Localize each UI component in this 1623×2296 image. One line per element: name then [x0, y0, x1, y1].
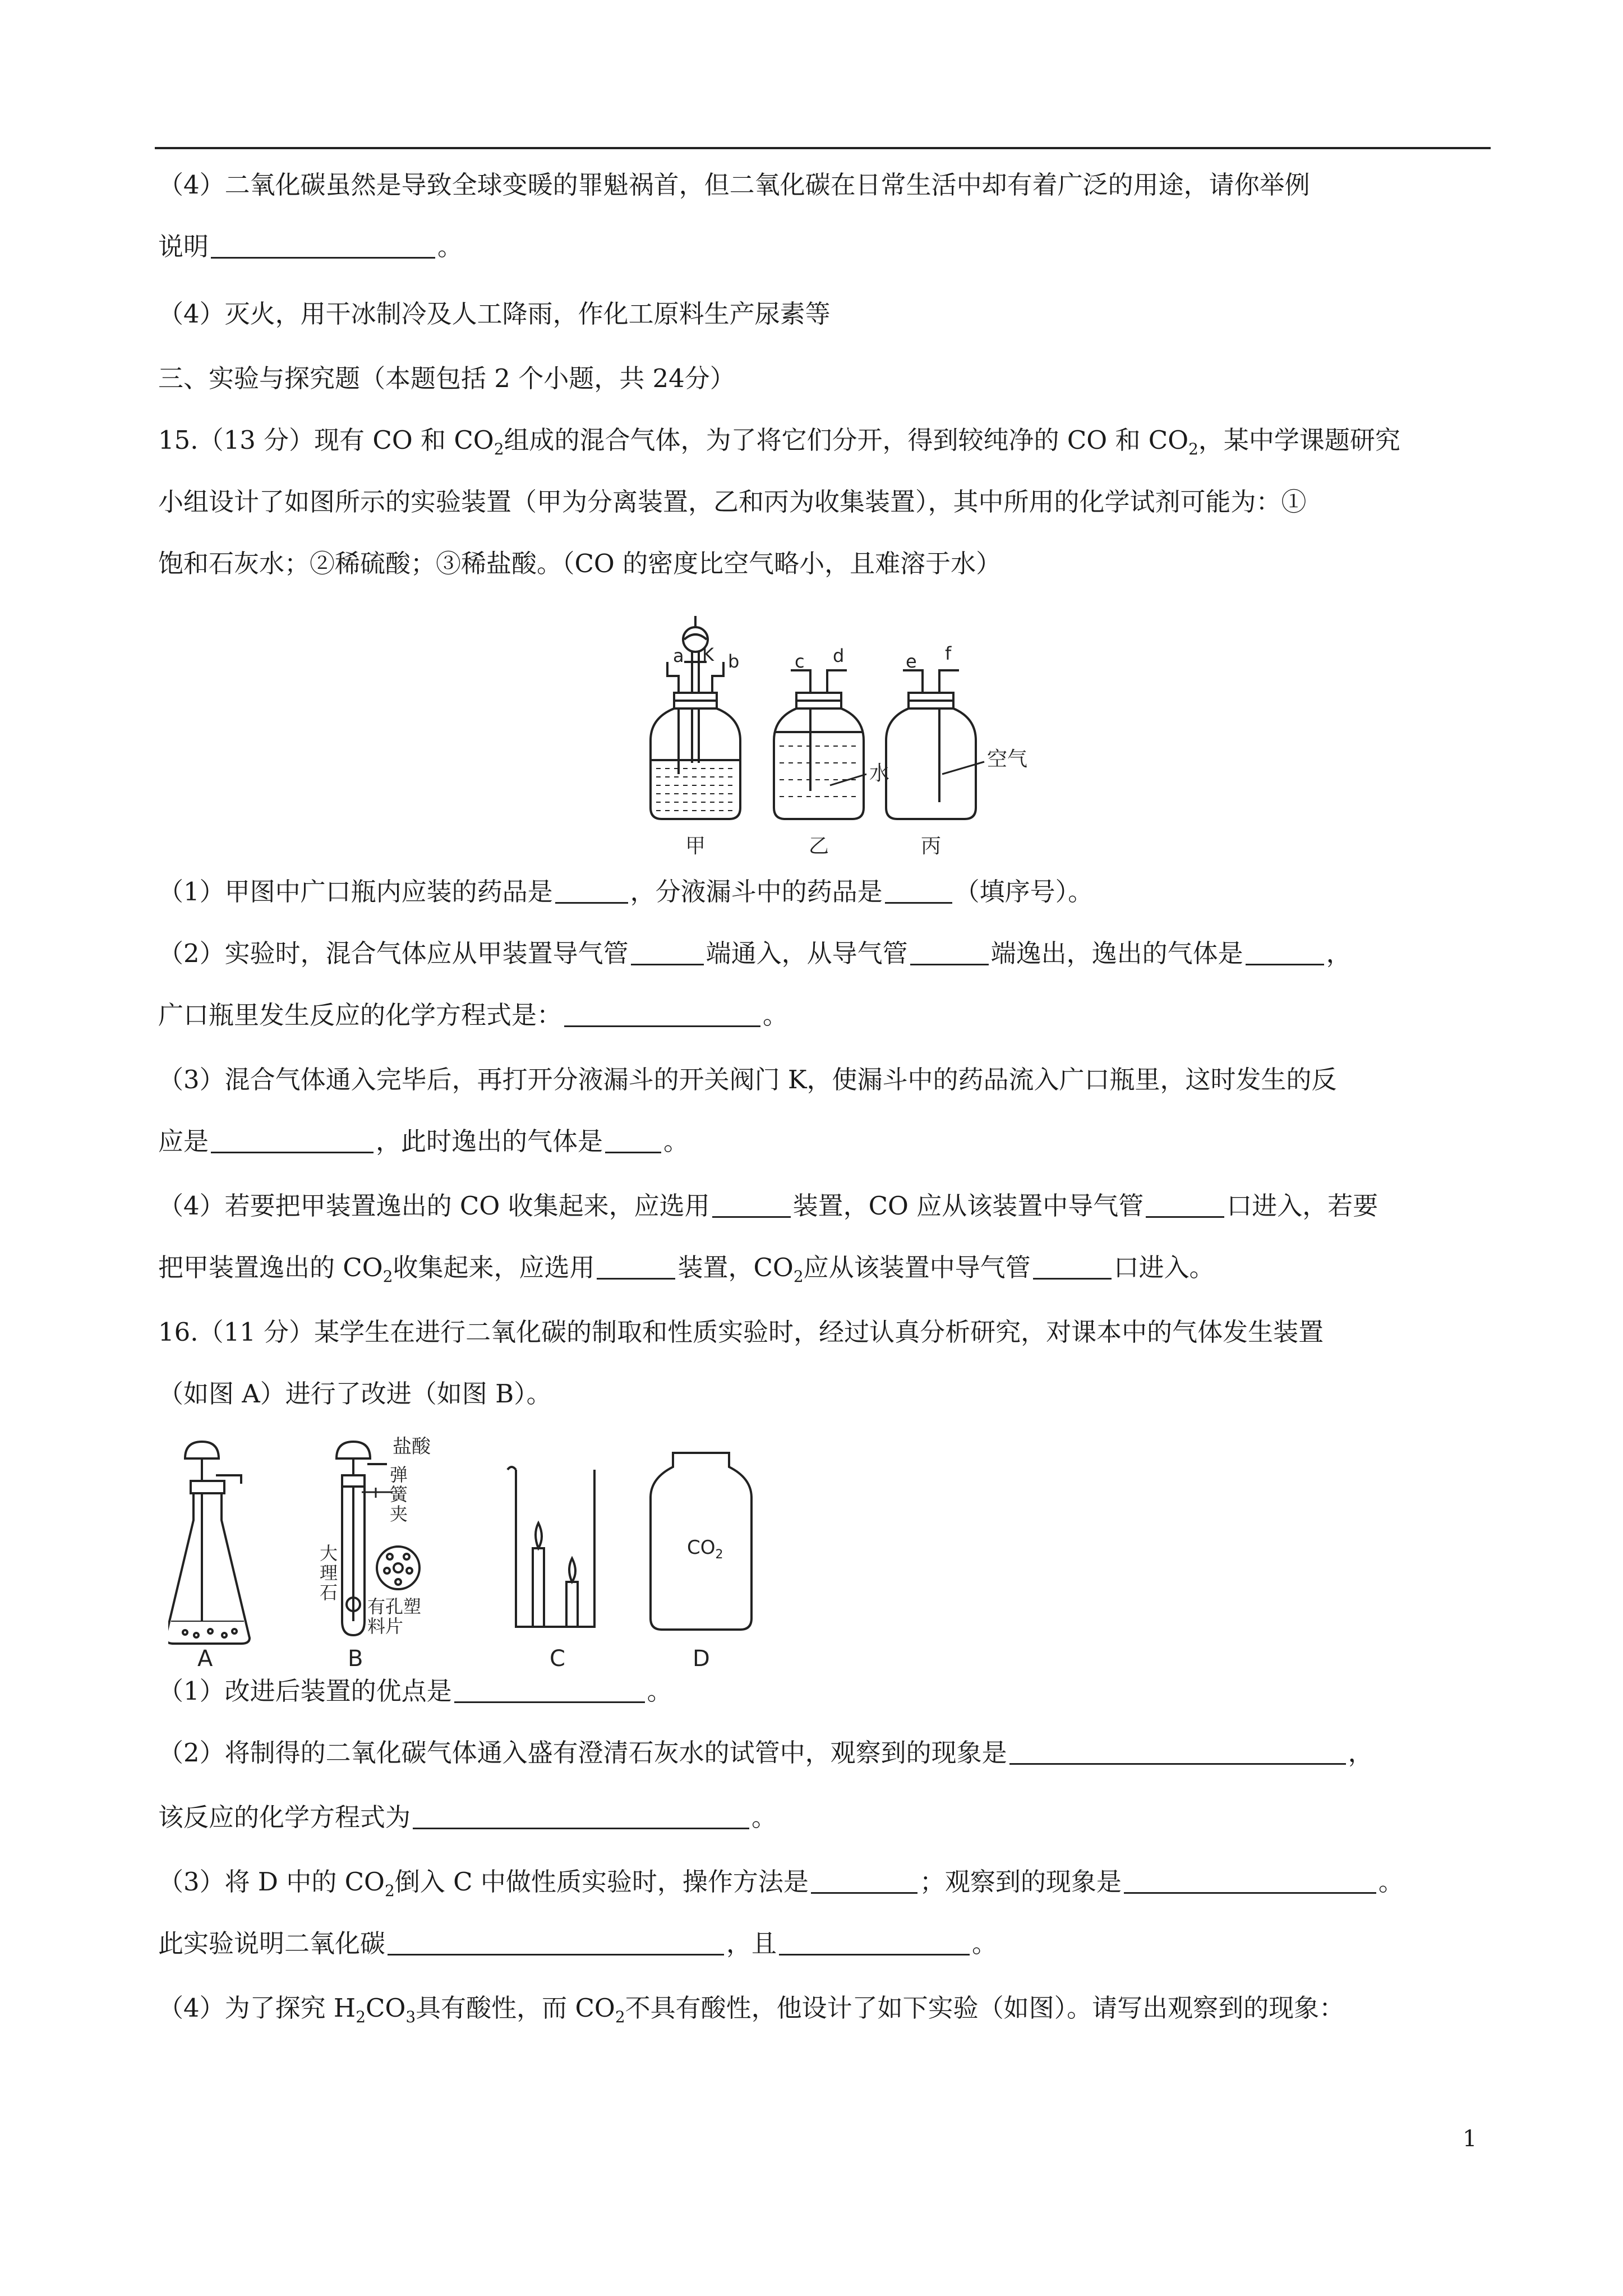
- label-marble-1: 大: [320, 1543, 338, 1564]
- answer-blank[interactable]: [605, 1129, 661, 1153]
- answer-blank[interactable]: [1246, 941, 1324, 965]
- section-3-title: 三、实验与探究题（本题包括 2 个小题，共 24分）: [158, 364, 735, 393]
- q15-line1: 15.（13 分）现有 CO 和 $CO_2$组成的混合气体，为了将它们分开，得到较纯净的 CO 和 $CO_2$，某中学课题研究: [158, 425, 1400, 458]
- apparatus-A: [168, 1442, 250, 1644]
- label-clamp-1: 弹: [390, 1464, 408, 1485]
- label-b: b: [728, 651, 740, 672]
- label-plate-1: 有孔塑: [367, 1596, 422, 1617]
- yi-apparatus: [774, 670, 866, 819]
- q16-part2-line2: 该反应的化学方程式为 。: [158, 1802, 777, 1832]
- label-bing: 丙: [921, 835, 942, 858]
- answer-blank[interactable]: [211, 1129, 374, 1153]
- q15-part1: （1）甲图中广口瓶内应装的药品是 ，分液漏斗中的药品是 （填序号）。: [158, 877, 1094, 907]
- q14-4-answer: （4）灭火，用干冰制冷及人工降雨，作化工原料生产尿素等: [158, 299, 831, 329]
- jia-apparatus: [651, 616, 740, 819]
- answer-blank[interactable]: [413, 1805, 749, 1829]
- q14-4-line2: 说明 。: [158, 232, 463, 261]
- answer-blank[interactable]: [712, 1194, 791, 1218]
- label-D: D: [693, 1646, 710, 1672]
- q16-part2: （2）将制得的二氧化碳气体通入盛有澄清石灰水的试管中，观察到的现象是 ，: [158, 1738, 1373, 1768]
- q15-part3: （3）混合气体通入完毕后，再打开分液漏斗的开关阀门 K，使漏斗中的药品流入广口瓶里，这时发生的反: [158, 1065, 1337, 1094]
- answer-blank[interactable]: [211, 234, 435, 259]
- answer-blank[interactable]: [1009, 1741, 1346, 1765]
- q16-part1: （1）改进后装置的优点是 。: [158, 1676, 672, 1706]
- label-water: 水: [869, 762, 890, 785]
- answer-blank[interactable]: [910, 941, 989, 965]
- label-air: 空气: [987, 748, 1028, 771]
- q15-part2-line2: 广口瓶里发生反应的化学方程式是： 。: [158, 1000, 789, 1030]
- q15-apparatus-figure: [606, 606, 1066, 864]
- bing-apparatus: [886, 670, 984, 819]
- answer-blank[interactable]: [597, 1255, 675, 1280]
- q16-part3-line2: 此实验说明二氧化碳 ，且 。: [158, 1929, 998, 1958]
- label-marble-3: 石: [320, 1582, 338, 1603]
- label-K: K: [702, 644, 714, 665]
- label-C: C: [550, 1646, 565, 1672]
- q16-apparatus-figure: [168, 1436, 819, 1672]
- header-rule: [155, 147, 1491, 149]
- answer-blank[interactable]: [779, 1931, 970, 1955]
- q15-part3-line2: 应是 ，此时逸出的气体是 。: [158, 1126, 689, 1156]
- label-B: B: [348, 1646, 363, 1672]
- label-f: f: [945, 643, 952, 664]
- label-marble-2: 理: [320, 1562, 338, 1584]
- answer-blank[interactable]: [1033, 1255, 1112, 1280]
- answer-blank[interactable]: [564, 1003, 760, 1027]
- q16-part4: （4）为了探究 $H_2CO_3$具有酸性，而 $CO_2$不具有酸性，他设计了如下实验（如图）。请写出观察到的现象：: [158, 1993, 1345, 2026]
- page-number: 1: [1463, 2126, 1477, 2152]
- q15-part4: （4）若要把甲装置逸出的 CO 收集起来，应选用 装置，CO 应从该装置中导气管 口进入，若要: [158, 1191, 1378, 1221]
- answer-blank[interactable]: [1146, 1194, 1224, 1218]
- label-d: d: [833, 645, 845, 666]
- answer-blank[interactable]: [555, 880, 628, 904]
- label-yi: 乙: [809, 835, 829, 858]
- q16-line2: （如图 A）进行了改进（如图 B）。: [158, 1379, 552, 1409]
- answer-blank[interactable]: [388, 1931, 724, 1955]
- q15-line2: 小组设计了如图所示的实验装置（甲为分离装置，乙和丙为收集装置），其中所用的化学试剂可能为：①: [158, 487, 1307, 517]
- label-e: e: [906, 651, 917, 672]
- label-co2: $CO_2$: [687, 1536, 723, 1562]
- answer-blank[interactable]: [811, 1870, 917, 1894]
- label-A: A: [197, 1646, 213, 1672]
- label-jia: 甲: [685, 835, 706, 858]
- answer-blank[interactable]: [631, 941, 704, 965]
- q14-4-line1: （4）二氧化碳虽然是导致全球变暖的罪魁祸首，但二氧化碳在日常生活中却有着广泛的用途，请你举例: [158, 170, 1310, 200]
- q16-part3: （3）将 D 中的 $CO_2$倒入 C 中做性质实验时，操作方法是 ；观察到的现象是 。: [158, 1867, 1404, 1900]
- label-clamp-3: 夹: [390, 1503, 408, 1525]
- label-clamp-2: 簧: [390, 1484, 408, 1505]
- apparatus-C: [508, 1467, 594, 1627]
- q15-part4-line2: 把甲装置逸出的 $CO_2$收集起来，应选用 装置，$CO_2$应从该装置中导气管 口进入。: [158, 1253, 1215, 1286]
- label-acid: 盐酸: [393, 1436, 431, 1458]
- answer-blank[interactable]: [454, 1679, 645, 1703]
- label-a: a: [673, 645, 684, 666]
- q16-line1: 16.（11 分）某学生在进行二氧化碳的制取和性质实验时，经过认真分析研究，对课本中的气体发生装置: [158, 1317, 1324, 1347]
- q15-part2: （2）实验时，混合气体应从甲装置导气管 端通入，从导气管 端逸出，逸出的气体是 ，: [158, 938, 1352, 968]
- answer-blank[interactable]: [1124, 1870, 1376, 1894]
- q15-line3: 饱和石灰水；②稀硫酸；③稀盐酸。（CO 的密度比空气略小，且难溶于水）: [158, 549, 1002, 578]
- label-plate-2: 料片: [367, 1616, 404, 1637]
- answer-blank[interactable]: [885, 880, 952, 904]
- label-c: c: [795, 651, 805, 672]
